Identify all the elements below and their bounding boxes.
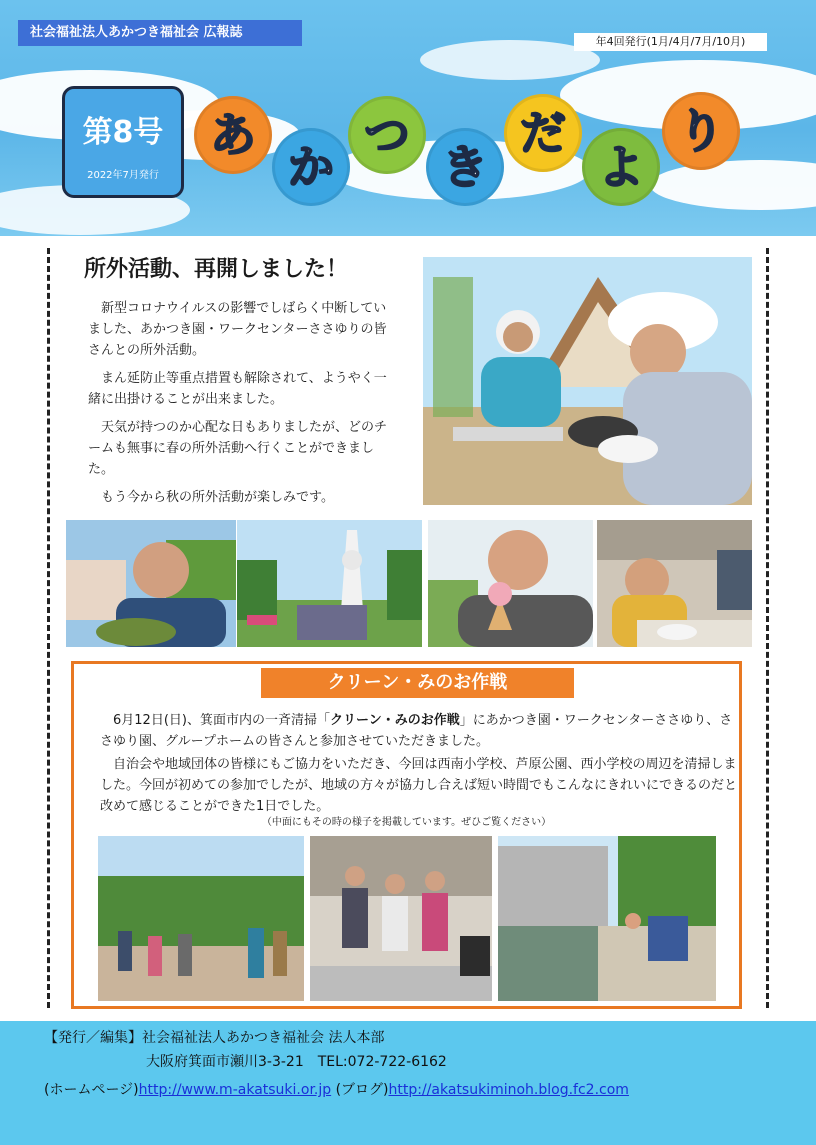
blog-label: (ブログ)	[335, 1082, 389, 1098]
article-title: 所外活動、再開しました！	[84, 257, 349, 282]
article-paragraph: 新型コロナウイルスの影響でしばらく中断していました、あかつき園・ワークセンターささゆりの皆さんとの所外活動。	[88, 301, 387, 358]
photo-ice-cream	[428, 520, 593, 647]
footer	[0, 1021, 816, 1145]
masthead	[0, 0, 816, 236]
title-char-2: か	[272, 128, 350, 206]
article-paragraph: まん延防止等重点措置も解除されて、ようやく一緒に出掛けることが出来ました。	[88, 371, 387, 407]
article-paragraph: もう今から秋の所外活動が楽しみです。	[101, 490, 334, 505]
title-char-4: き	[426, 128, 504, 206]
clean-event-name: クリーン・みのお作戦	[329, 713, 460, 728]
homepage-label: (ホームページ)	[44, 1082, 139, 1098]
publisher-name: 社会福祉法人あかつき福祉会 法人本部	[142, 1030, 385, 1046]
photo-eating-man	[66, 520, 236, 647]
links-line	[44, 1079, 629, 1099]
photo-cleanup-team	[310, 836, 492, 1001]
clean-text: 6月12日(日)、箕面市内の一斉清掃「	[113, 713, 330, 728]
photo-outing-lunch-image	[423, 257, 752, 505]
homepage-link[interactable]: http://www.m-akatsuki.or.jp	[138, 1082, 332, 1098]
title-char-7: り	[662, 92, 740, 170]
photo-tower-of-sun-image	[237, 520, 422, 647]
photo-cleanup-canal-image	[498, 836, 716, 1001]
clean-paragraph-1	[100, 710, 740, 752]
cloud	[650, 160, 816, 210]
org-label: 社会福祉法人あかつき福祉会 広報誌	[18, 20, 302, 46]
title-char-1: あ	[194, 96, 272, 174]
publisher-label: 【発行／編集】	[44, 1030, 142, 1046]
issue-number: 第8号	[82, 115, 164, 150]
photo-outing-lunch	[423, 257, 752, 505]
photo-tower-of-sun	[237, 520, 422, 647]
photo-cleanup-park-image	[98, 836, 304, 1001]
clean-paragraph-2: 自治会や地域団体の皆様にもご協力をいただき、今回は西南小学校、芦原公園、西小学校の周辺を清掃しました。今回が初めての参加でしたが、地域の方々が協力し合えば短い時間でもこんなにきれいにできるのだと改めて感じることができた1日でした。	[100, 757, 738, 814]
clean-event-body	[100, 710, 740, 819]
photo-cafeteria	[597, 520, 752, 647]
blog-link[interactable]: http://akatsukiminoh.blog.fc2.com	[388, 1082, 629, 1098]
clean-event-note: （中面にもその時の様子を掲載しています。ぜひご覧ください）	[261, 817, 552, 828]
issue-date: 2022年7月発行	[87, 170, 159, 181]
issue-badge	[62, 86, 184, 198]
clean-event-title: クリーン・みのお作戦	[261, 668, 574, 698]
publication-frequency: 年4回発行(1月/4月/7月/10月)	[574, 33, 767, 51]
dashed-border-left	[47, 248, 50, 1008]
address-line: 大阪府箕面市瀬川3-3-21 TEL:072-722-6162	[146, 1054, 447, 1070]
cloud	[420, 40, 600, 80]
title-char-5: だ	[504, 94, 582, 172]
article-paragraph: 天気が持つのか心配な日もありましたが、どのチームも無事に春の所外活動へ行くことができました。	[88, 420, 388, 477]
photo-ice-cream-image	[428, 520, 593, 647]
photo-cleanup-team-image	[310, 836, 492, 1001]
dashed-border-right	[766, 248, 769, 1008]
publisher-line	[44, 1027, 384, 1047]
photo-eating-man-image	[66, 520, 236, 647]
article-body	[88, 298, 398, 515]
photo-cafeteria-image	[597, 520, 752, 647]
clean-text: 」にあかつき園・ワークセンターささゆり、ささゆり園、グループホームの皆さんと参加させていただきました。	[100, 713, 733, 749]
photo-cleanup-canal	[498, 836, 716, 1001]
title-char-3: つ	[348, 96, 426, 174]
title-char-6: よ	[582, 128, 660, 206]
photo-cleanup-park	[98, 836, 304, 1001]
clean-event-box	[71, 661, 742, 1009]
